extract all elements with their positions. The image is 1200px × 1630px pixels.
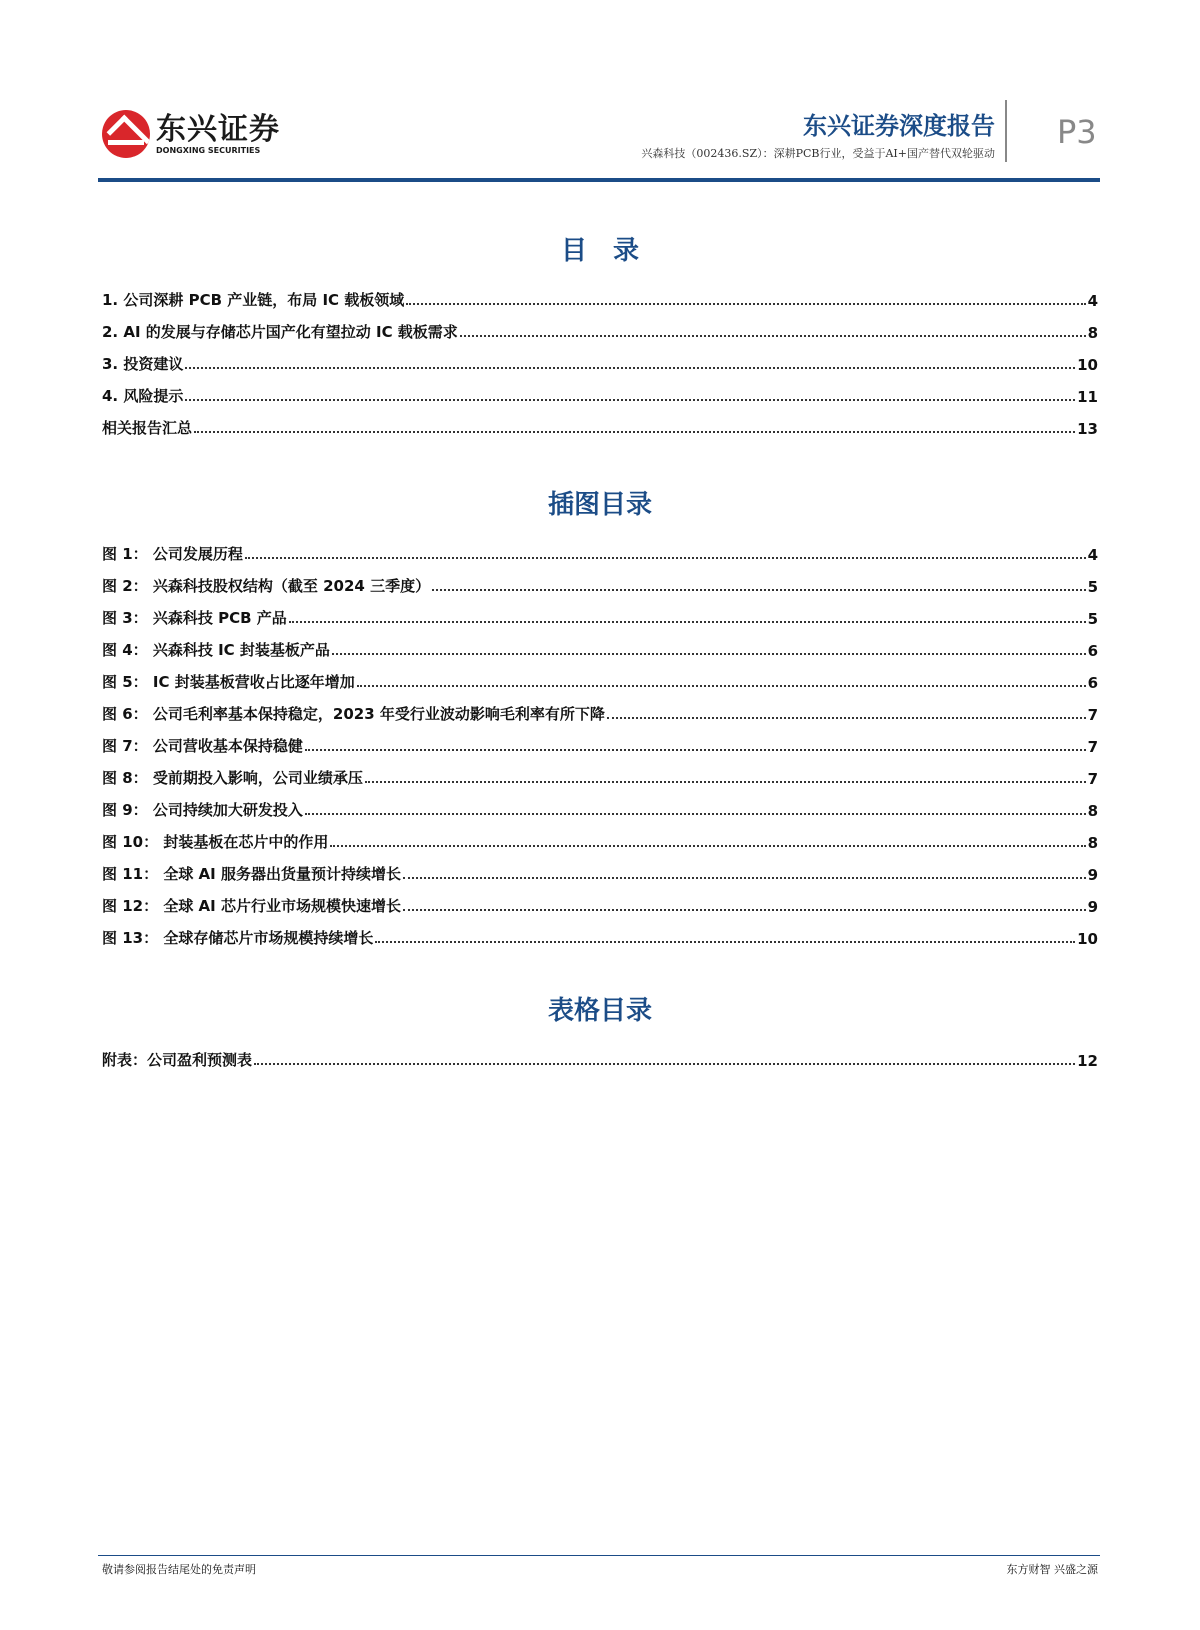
- dot-leader: [305, 749, 1086, 751]
- toc-entry[interactable]: [102, 374, 1098, 406]
- entry-page: 8: [1087, 324, 1098, 342]
- entry-label: 2. AI 的发展与存储芯片国产化有望拉动 IC 载板需求: [102, 323, 458, 341]
- figures-entry[interactable]: [102, 596, 1098, 628]
- figures-entry[interactable]: [102, 692, 1098, 724]
- entry-page: 4: [1087, 292, 1098, 310]
- dot-leader: [460, 335, 1086, 337]
- figures-entry[interactable]: [102, 628, 1098, 660]
- footer-rule: [98, 1555, 1100, 1556]
- entry-page: 11: [1077, 388, 1098, 406]
- dot-leader: [194, 431, 1075, 433]
- page-number: P3: [1057, 113, 1097, 151]
- entry-page: 6: [1087, 674, 1098, 692]
- figures-entry[interactable]: [102, 532, 1098, 564]
- entry-page: 5: [1087, 610, 1098, 628]
- entry-page: 7: [1087, 738, 1098, 756]
- toc-entry[interactable]: [102, 278, 1098, 310]
- figures-entry[interactable]: [102, 660, 1098, 692]
- entry-page: 9: [1087, 898, 1098, 916]
- entry-label: 图 9： 公司持续加大研发投入: [102, 801, 303, 819]
- entry-page: 7: [1087, 770, 1098, 788]
- dot-leader: [357, 685, 1086, 687]
- tables-entry[interactable]: [102, 1038, 1098, 1070]
- entry-page: 8: [1087, 802, 1098, 820]
- entry-page: 12: [1077, 1052, 1098, 1070]
- figures-entry[interactable]: [102, 788, 1098, 820]
- logo-icon: [102, 110, 150, 158]
- entry-page: 9: [1087, 866, 1098, 884]
- entry-label: 附表：公司盈利预测表: [102, 1051, 253, 1069]
- figures-list: [102, 532, 1098, 948]
- dot-leader: [254, 1063, 1075, 1065]
- entry-label: 4. 风险提示: [102, 387, 184, 405]
- dot-leader: [305, 813, 1086, 815]
- entry-label: 图 10： 封装基板在芯片中的作用: [102, 833, 329, 851]
- entry-label: 3. 投资建议: [102, 355, 184, 373]
- tables-list: [102, 1038, 1098, 1070]
- header-divider: [1005, 100, 1007, 162]
- dot-leader: [406, 303, 1085, 305]
- entry-page: 13: [1077, 420, 1098, 438]
- entry-label: 相关报告汇总: [102, 419, 193, 437]
- figures-entry[interactable]: [102, 884, 1098, 916]
- dot-leader: [245, 557, 1086, 559]
- entry-label: 图 12： 全球 AI 芯片行业市场规模快速增长: [102, 897, 401, 915]
- toc-entry[interactable]: [102, 342, 1098, 374]
- dot-leader: [332, 653, 1086, 655]
- entry-label: 图 11： 全球 AI 服务器出货量预计持续增长: [102, 865, 401, 883]
- logo-cn: 东兴证券: [156, 111, 280, 147]
- entry-label: 1. 公司深耕 PCB 产业链，布局 IC 载板领域: [102, 291, 405, 309]
- entry-page: 5: [1087, 578, 1098, 596]
- toc-entry[interactable]: [102, 406, 1098, 438]
- figures-entry[interactable]: [102, 756, 1098, 788]
- dot-leader: [375, 941, 1075, 943]
- entry-label: 图 2： 兴森科技股权结构（截至 2024 三季度）: [102, 577, 431, 595]
- footer-disclaimer: 敬请参阅报告结尾处的免责声明: [102, 1563, 256, 1576]
- report-type: 东兴证券深度报告: [803, 112, 995, 140]
- footer-slogan: 东方财智 兴盛之源: [1006, 1563, 1098, 1576]
- toc-title: 目 录: [560, 236, 639, 266]
- entry-page: 4: [1087, 546, 1098, 564]
- entry-label: 图 3： 兴森科技 PCB 产品: [102, 609, 287, 627]
- figures-entry[interactable]: [102, 724, 1098, 756]
- entry-page: 6: [1087, 642, 1098, 660]
- dot-leader: [403, 909, 1086, 911]
- figures-title: 插图目录: [547, 490, 652, 520]
- figures-entry[interactable]: [102, 820, 1098, 852]
- entry-label: 图 6： 公司毛利率基本保持稳定，2023 年受行业波动影响毛利率有所下降: [102, 705, 605, 723]
- dot-leader: [330, 845, 1085, 847]
- toc-entry[interactable]: [102, 310, 1098, 342]
- dot-leader: [403, 877, 1086, 879]
- header-rule: [98, 178, 1100, 182]
- entry-label: 图 13： 全球存储芯片市场规模持续增长: [102, 929, 374, 947]
- dot-leader: [185, 399, 1075, 401]
- entry-page: 10: [1077, 930, 1098, 948]
- entry-label: 图 1： 公司发展历程: [102, 545, 243, 563]
- figures-entry[interactable]: [102, 852, 1098, 884]
- dot-leader: [607, 717, 1086, 719]
- entry-label: 图 4： 兴森科技 IC 封装基板产品: [102, 641, 330, 659]
- entry-page: 10: [1077, 356, 1098, 374]
- dot-leader: [365, 781, 1086, 783]
- logo-en: DONGXING SECURITIES: [156, 145, 261, 155]
- entry-page: 7: [1087, 706, 1098, 724]
- dot-leader: [432, 589, 1085, 591]
- entry-label: 图 8： 受前期投入影响，公司业绩承压: [102, 769, 363, 787]
- entry-page: 8: [1087, 834, 1098, 852]
- entry-label: 图 5： IC 封装基板营收占比逐年增加: [102, 673, 355, 691]
- figures-entry[interactable]: [102, 564, 1098, 596]
- entry-label: 图 7： 公司营收基本保持稳健: [102, 737, 303, 755]
- toc-list: [102, 278, 1098, 438]
- tables-title: 表格目录: [547, 996, 652, 1026]
- figures-entry[interactable]: [102, 916, 1098, 948]
- report-subtitle: 兴森科技（002436.SZ）：深耕PCB行业，受益于AI+国产替代双轮驱动: [641, 147, 995, 160]
- dot-leader: [289, 621, 1086, 623]
- dot-leader: [185, 367, 1075, 369]
- company-logo: [102, 110, 280, 158]
